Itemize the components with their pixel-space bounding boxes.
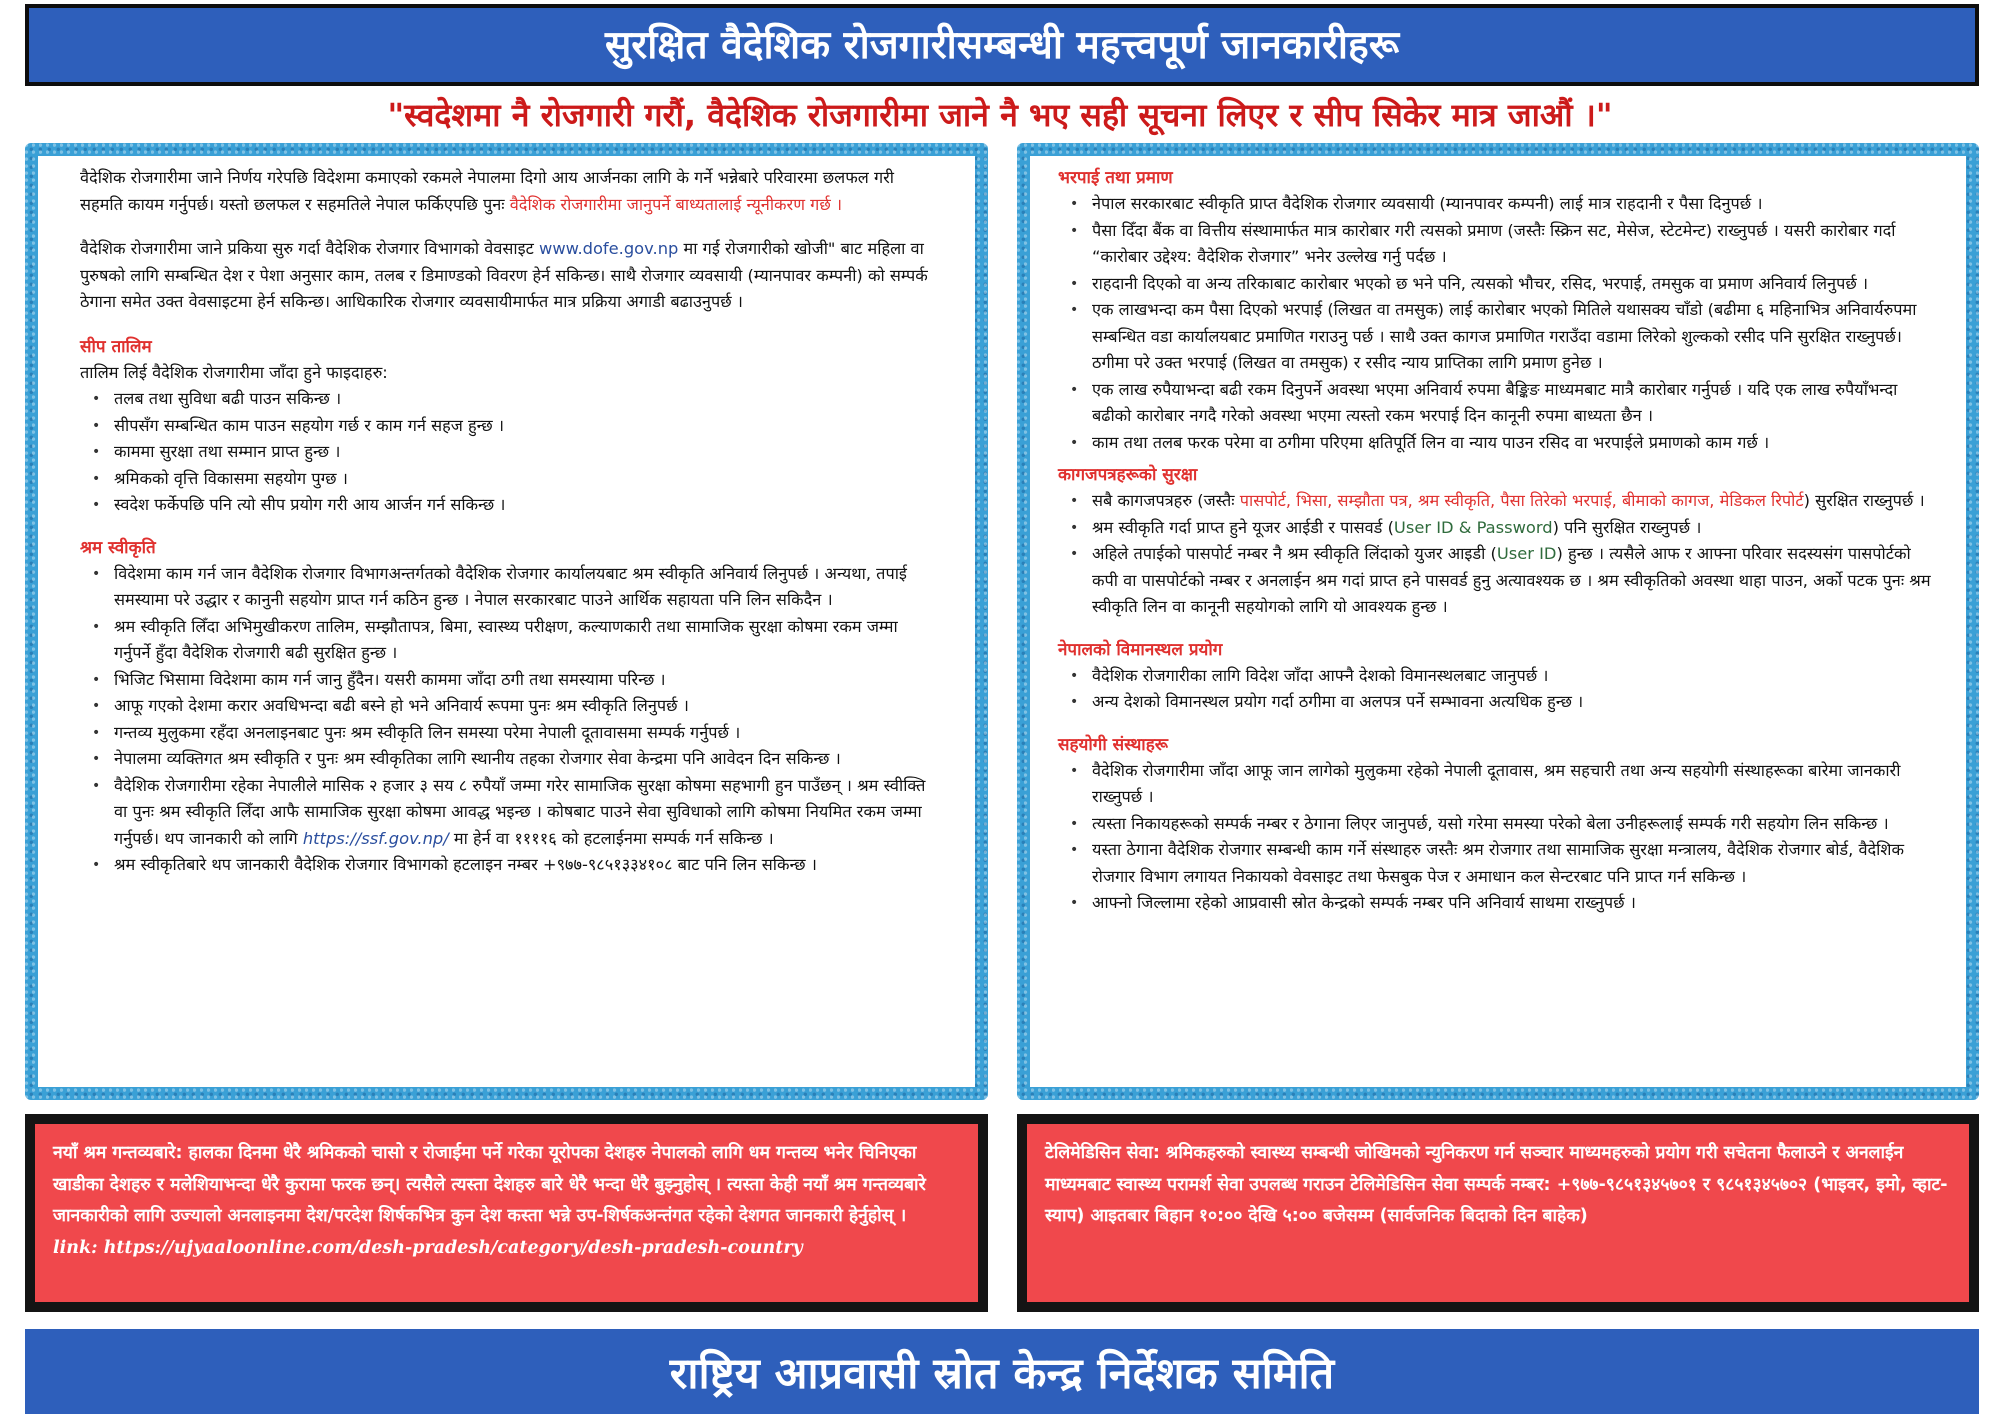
docs-3-text: अहिले तपाईको पासपोर्ट नम्बर नै श्रम स्वीकृति लिंदाको युजर आइडी (	[1092, 544, 1497, 563]
list-item: • स्वदेश फर्केपछि पनि त्यो सीप प्रयोग गरी आय आर्जन गर्न सकिन्छ ।	[80, 492, 933, 519]
list-item: • भिजिट भिसामा विदेशमा काम गर्न जानु हुँदैन। यसरी काममा जाँदा ठगी तथा समस्यामा परिन्छ ।	[80, 667, 933, 694]
telemedicine-box	[1017, 1114, 1979, 1312]
list-item: • विदेशमा काम गर्न जान वैदेशिक रोजगार विभागअन्तर्गतको वैदेशिक रोजगार कार्यालयबाट श्रम स्वीकृति अनिवार्य लिनुपर्छ । अन्यथा, तपाई समस्यामा परे उद्धार र कानुनी सहयोग प्राप्त गर्न कठिन हुन्छ । नेपाल सरकारबाट पाउने आर्थिक सहायता पनि लिन सकिदैन ।	[80, 561, 933, 614]
partners-heading: सहयोगी संस्थाहरू	[1058, 734, 1168, 755]
intro-1-text: वैदेशिक रोजगारीमा जाने निर्णय गरेपछि विदेशमा कमाएको रकमले नेपालमा दिगो आय आर्जनका लागि के गर्ने भन्नेबारे परिवारमा छलफल गरी सहमति कायम गर्नुपर्छ। यस्तो छलफल र सहमतिले नेपाल फर्किएपछि पुनः	[80, 168, 895, 214]
telemedicine-content	[1027, 1124, 1969, 1302]
airport-list	[1058, 663, 1936, 716]
docs-1-highlight: पासपोर्ट, भिसा, सम्झौता पत्र, श्रम स्वीकृति, पैसा तिरेको भरपाई, बीमाको कागज, मेडिकल रिपोर्ट	[1239, 491, 1804, 510]
list-item: • सीपसँग सम्बन्धित काम पाउन सहयोग गर्छ र काम गर्न सहज हुन्छ ।	[80, 413, 933, 440]
list-item: • एक लाख रुपैयाभन्दा बढी रकम दिनुपर्ने अवस्था भएमा अनिवार्य रुपमा बैङ्किङ माध्यमबाट मात्रै कारोबार गर्नुपर्छ । यदि एक लाख रुपैयाँभन्दा बढीको कारोबार नगदै गरेको अवस्था भएमा त्यस्तो रकम भरपाई दिन कानूनी रुपमा बाध्यता छैन ।	[1058, 377, 1936, 430]
list-item: • काममा सुरक्षा तथा सम्मान प्राप्त हुन्छ ।	[80, 439, 933, 466]
docs-3-text-cont: ) हुन्छ । त्यसैले आफ र आफ्ना परिवार सदस्यसंग पासपोर्टको कपी वा पासपोर्टको नम्बर र अनलाईन श्रम गदां प्राप्त हने पासवर्ड हुनु अत्यावश्यक छ । श्रम स्वीकृतिको अवस्था थाहा पाउन, अर्को पटक पुनः श्रम स्वीकृति लिन वा कानूनी सहयोगको लागि यो आवश्यक हुन्छ ।	[1092, 544, 1931, 616]
list-item: • अन्य देशको विमानस्थल प्रयोग गर्दा ठगीमा वा अलपत्र पर्ने सम्भावना अत्यधिक हुन्छ ।	[1058, 689, 1936, 716]
list-item: • आफू गएको देशमा करार अवधिभन्दा बढी बस्ने हो भने अनिवार्य रूपमा पुनः श्रम स्वीकृति लिनुपर्छ ।	[80, 693, 933, 720]
ujyaalo-link[interactable]: link: https://ujyaaloonline.com/desh-pradesh/category/desh-pradesh-country	[53, 1237, 803, 1258]
docs-1-text-cont: ) सुरक्षित राख्नुपर्छ ।	[1803, 491, 1925, 510]
top-title-banner	[25, 4, 1979, 86]
ssf-text: वैदेशिक रोजगारीमा रहेका नेपालीले मासिक २ हजार ३ सय ८ रुपैयाँ जम्मा गरेर सामाजिक सुरक्षा कोषमा सहभागी हुन पाउँछन् । श्रम स्वीक्ति वा पुनः श्रम स्वीकृति लिँदा आफै सामाजिक सुरक्षा कोषमा आवद्ध भइन्छ । कोषबाट पाउने सेवा सुविधाको लागि कोषमा नियमित रकम जम्मा गर्नुपर्छ। थप जानकारी को लागि	[114, 775, 926, 848]
page-title: सुरक्षित वैदेशिक रोजगारीसम्बन्धी महत्त्वपूर्ण जानकारीहरू	[604, 22, 1400, 68]
docs-2-text: श्रम स्वीकृति गर्दा प्राप्त हुने यूजर आईडी र पासवर्ड (	[1092, 517, 1394, 537]
airport-heading: नेपालको विमानस्थल प्रयोग	[1058, 639, 1223, 660]
new-destinations-content	[35, 1124, 978, 1302]
intro-paragraph-1	[80, 165, 933, 218]
list-item: • नेपालमा व्यक्तिगत श्रम स्वीकृति र पुनः श्रम स्वीकृतिका लागि स्थानीय तहका रोजगार सेवा केन्द्रमा पनि आवेदन दिन सकिन्छ ।	[80, 746, 933, 773]
new-destinations-text: नयाँ श्रम गन्तव्यबारे: हालका दिनमा धेरै श्रमिकको चासो र रोजाईमा पर्ने गरेका यूरोपका देशहरु नेपालको लागि धम गन्तव्य भनेर चिनिएका खाडीका देशहरु र मलेशियाभन्दा धेरै कुरामा फरक छन्। त्यसैले त्यस्ता देशहरु बारे धेरै भन्दा धेरै बुझ्नुहोस् । त्यस्ता केही नयाँ श्रम गन्तव्यबारे जानकारीको लागि उज्यालो अनलाइनमा देश/परदेश शिर्षकभित्र कुन देश कस्ता भन्ने उप-शिर्षकअन्तंगत रहेको देशगत जानकारी हेर्नुहोस् ।	[53, 1143, 926, 1226]
right-panel-content	[1030, 156, 1966, 1087]
docs-2-highlight: User ID & Password	[1393, 517, 1553, 537]
docs-3-highlight: User ID	[1496, 544, 1557, 563]
list-item-ssf	[80, 773, 933, 853]
list-item: • वैदेशिक रोजगारीमा जाँदा आफू जान लागेको मुलुकमा रहेको नेपाली दूतावास, श्रम सहचारी तथा अन्य सहयोगी संस्थाहरूका बारेमा जानकारी राख्नुपर्छ ।	[1058, 758, 1936, 811]
documents-heading: कागजपत्रहरूको सुरक्षा	[1058, 465, 1198, 485]
list-item: • श्रमिकको वृत्ति विकासमा सहयोग पुग्छ ।	[80, 466, 933, 493]
list-item: • श्रम स्वीकृति लिँदा अभिमुखीकरण तालिम, सम्झौतापत्र, बिमा, स्वास्थ्य परीक्षण, कल्याणकारी तथा सामाजिक सुरक्षा कोषमा रकम जम्मा गर्नुपर्ने हुँदा वैदेशिक रोजगारी बढी सुरक्षित हुन्छ ।	[80, 614, 933, 667]
permit-list	[80, 561, 933, 879]
list-item: • वैदेशिक रोजगारीका लागि विदेश जाँदा आफ्नै देशको विमानस्थलबाट जानुपर्छ ।	[1058, 663, 1936, 690]
list-item: • गन्तव्य मुलुकमा रहँदा अनलाइनबाट पुनः श्रम स्वीकृति लिन समस्या परेमा नेपाली दूतावासमा सम्पर्क गर्नुपर्छ ।	[80, 720, 933, 747]
list-item: • काम तथा तलब फरक परेमा वा ठगीमा परिएमा क्षतिपूर्ति लिन वा न्याय पाउन रसिद वा भरपाईले प्रमाणको काम गर्छ ।	[1058, 430, 1936, 457]
right-panel-frame	[1017, 143, 1979, 1100]
ssf-website-link[interactable]: https://ssf.gov.np/	[302, 828, 449, 848]
list-item	[1058, 488, 1936, 515]
intro-paragraph-2	[80, 236, 933, 316]
list-item: • एक लाखभन्दा कम पैसा दिएको भरपाई (लिखत वा तमसुक) लाई कारोबार भएको मितिले यथासक्य चाँडो (बढीमा ६ महिनाभित्र अनिवार्यरुपमा सम्बन्धित वडा कार्यालयबाट प्रमाणित गराउनु पर्छ । साथै उक्त कागज प्रमाणित गराउँदा वडामा लिरेको शुल्कको रसीद पनि सुरक्षित राख्नुपर्छ। ठगीमा परे उक्त भरपाई (लिखत वा तमसुक) र रसीद न्याय प्राप्तिका लागि प्रमाण हुनेछ ।	[1058, 297, 1936, 377]
list-item	[1058, 515, 1936, 542]
list-item: • नेपाल सरकारबाट स्वीकृति प्राप्त वैदेशिक रोजगार व्यवसायी (म्यानपावर कम्पनी) लाई मात्र राहदानी र पैसा दिनुपर्छ ।	[1058, 191, 1936, 218]
intro-2-text: वैदेशिक रोजगारीमा जाने प्रकिया सुरु गर्दा वैदेशिक रोजगार विभागको वेवसाइट	[80, 239, 539, 258]
list-item: • यस्ता ठेगाना वैदेशिक रोजगार सम्बन्धी काम गर्ने संस्थाहरु जस्तैः श्रम रोजगार तथा सामाजिक सुरक्षा मन्त्रालय, वैदेशिक रोजगार बोर्ड, वैदेशिक रोजगार विभाग लगायत निकायको वेवसाइट तथा फेसबुक पेज र अमाधान कल सेन्टरबाट पनि प्राप्त गर्न सकिन्छ ।	[1058, 837, 1936, 890]
list-item: • आफ्नो जिल्लामा रहेको आप्रवासी स्रोत केन्द्रको सम्पर्क नम्बर पनि अनिवार्य साथमा राख्नुपर्छ ।	[1058, 890, 1936, 917]
telemedicine-text: टेलिमेडिसिन सेवा: श्रमिकहरुको स्वास्थ्य सम्बन्धी जोखिमको न्युनिकरण गर्न सञ्चार माध्यमहरुको प्रयोग गरी सचेतना फैलाउने र अनलाईन माध्यमबाट स्वास्थ्य परामर्श सेवा उपलब्ध गराउन टेलिमेडिसिन सेवा सम्पर्क नम्बर: +९७७-९८५१३४५७०१ र ९८५१३४५७०२ (भाइवर, इमो, व्हाट-स्याप) आइतबार बिहान १०:०० देखि ५:०० बजेसम्म (सार्वजनिक बिदाको दिन बाहेक)	[1045, 1143, 1948, 1226]
permit-heading: श्रम स्वीकृति	[80, 537, 156, 558]
skills-list	[80, 386, 933, 519]
list-item	[1058, 541, 1936, 621]
list-item: • तलब तथा सुविधा बढी पाउन सकिन्छ ।	[80, 386, 933, 413]
intro-1-highlight: वैदेशिक रोजगारीमा जानुपर्ने बाध्यतालाई न्यूनीकरण गर्छ ।	[509, 194, 843, 214]
ssf-text-cont: मा हेर्न वा ११११६ को हटलाईनमा सम्पर्क गर्न सकिन्छ ।	[448, 828, 774, 848]
payment-heading: भरपाई तथा प्रमाण	[1058, 168, 1173, 188]
slogan	[20, 88, 1980, 140]
footer-title: राष्ट्रिय आप्रवासी स्रोत केन्द्र निर्देशक समिति	[669, 1349, 1335, 1399]
list-item: • पैसा दिँदा बैंक वा वित्तीय संस्थामार्फत मात्र कारोबार गरी त्यसको प्रमाण (जस्तैः स्क्रिन सट, मेसेज, स्टेटमेन्ट) राख्नुपर्छ । यसरी कारोबार गर्दा “कारोबार उद्देश्य: वैदेशिक रोजगार” भनेर उल्लेख गर्नु पर्दछ ।	[1058, 218, 1936, 271]
documents-list	[1058, 488, 1936, 621]
new-destinations-box	[25, 1114, 988, 1312]
intro-2-text-cont: मा गई रोजगारीको खोजी" बाट महिला वा पुरुषको लागि सम्बन्धित देश र पेशा अनुसार काम, तलब र डिमाण्डको विवरण हेर्न सकिन्छ। साथै रोजगार व्यवसायी (म्यानपावर कम्पनी) को सम्पर्क ठेगाना समेत उक्त वेवसाइटमा हेर्न सकिन्छ। आधिकारिक रोजगार व्यवसायीमार्फत मात्र प्रक्रिया अगाडी बढाउनुपर्छ ।	[80, 239, 928, 311]
list-item: • श्रम स्वीकृतिबारे थप जानकारी वैदेशिक रोजगार विभागको हटलाइन नम्बर +९७७-९८५१३३४१०८ बाट पनि लिन सकिन्छ ।	[80, 852, 933, 879]
left-panel-frame	[25, 143, 988, 1100]
slogan-text: "स्वदेशमा नै रोजगारी गरौं, वैदेशिक रोजगारीमा जाने नै भए सही सूचना लिएर र सीप सिकेर मात्र जाऔं ।"	[387, 95, 1613, 134]
list-item: • राहदानी दिएको वा अन्य तरिकाबाट कारोबार भएको छ भने पनि, त्यसको भौचर, रसिद, भरपाई, तमसुक वा प्रमाण अनिवार्य लिनुपर्छ ।	[1058, 271, 1936, 298]
payment-list	[1058, 191, 1936, 456]
docs-1-text: सबै कागजपत्रहरु (जस्तैः	[1092, 491, 1240, 510]
left-panel-content	[38, 156, 975, 1087]
partners-list	[1058, 758, 1936, 917]
list-item: • त्यस्ता निकायहरूको सम्पर्क नम्बर र ठेगाना लिएर जानुपर्छ, यसो गरेमा समस्या परेको बेला उनीहरूलाई सम्पर्क गरी सहयोग लिन सकिन्छ ।	[1058, 811, 1936, 838]
docs-2-text-cont: ) पनि सुरक्षित राख्नुपर्छ ।	[1552, 517, 1702, 537]
dofe-website-link[interactable]: www.dofe.gov.np	[539, 239, 679, 258]
footer-banner	[25, 1329, 1979, 1414]
skills-heading: सीप तालिम	[80, 336, 152, 357]
skills-lead: तालिम लिई वैदेशिक रोजगारीमा जाँदा हुने फाइदाहरु:	[80, 362, 388, 382]
